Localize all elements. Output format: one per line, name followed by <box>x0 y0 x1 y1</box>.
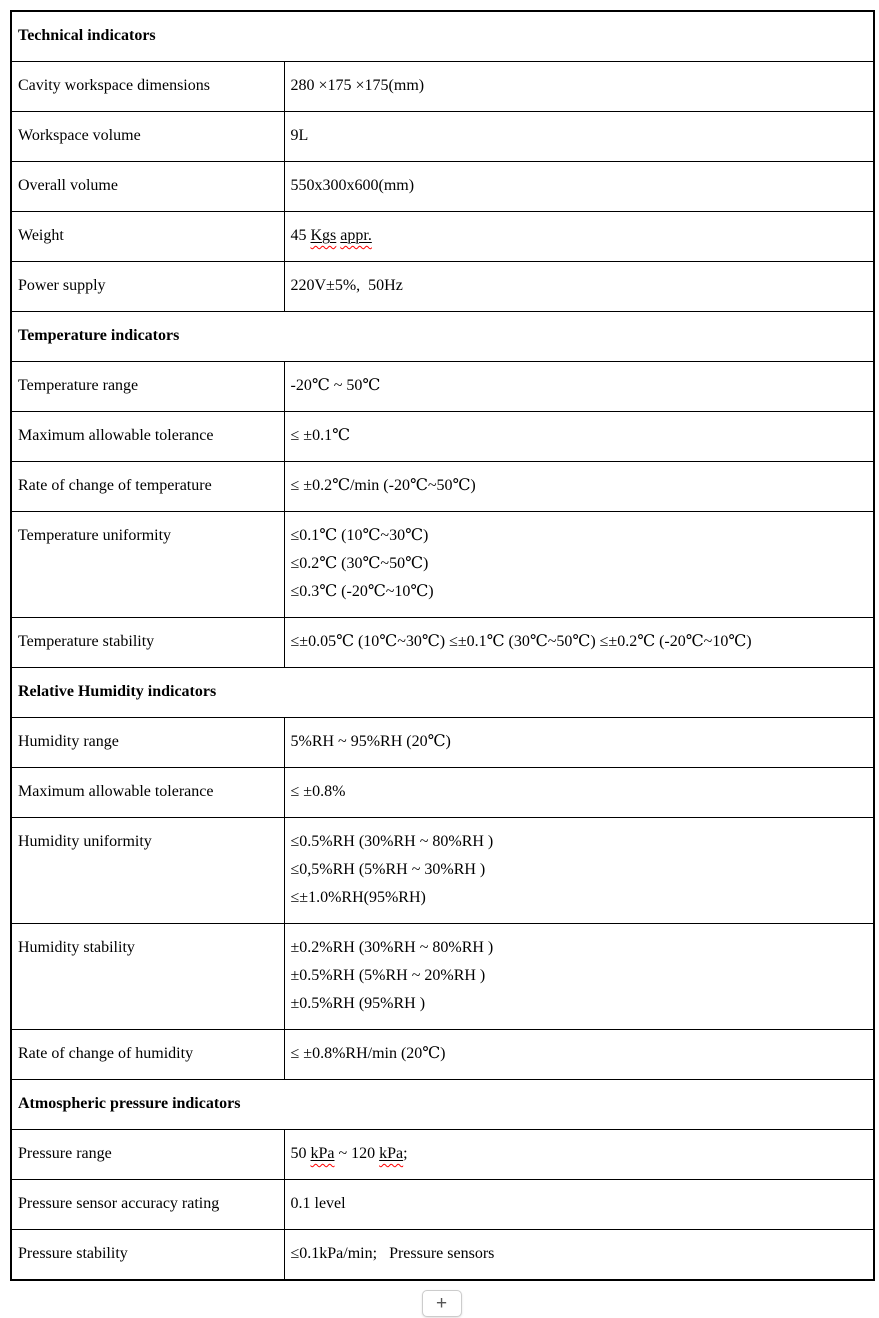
section-header: Atmospheric pressure indicators <box>11 1080 874 1130</box>
spellcheck-underline: Kgs <box>310 227 337 244</box>
misspelled-word <box>311 1145 335 1162</box>
table-row <box>11 362 874 412</box>
table-row <box>11 818 874 924</box>
value-line <box>291 856 865 884</box>
value-line <box>291 1240 865 1268</box>
row-value <box>284 462 874 512</box>
section-row <box>11 312 874 362</box>
value-text: 9L <box>290 127 309 144</box>
technical-indicators-table <box>10 10 875 1281</box>
row-label: Rate of change of temperature <box>11 462 284 512</box>
table-row <box>11 112 874 162</box>
table-row <box>11 1180 874 1230</box>
value-line <box>291 1140 865 1168</box>
value-text: 280 ×175 ×175(mm) <box>290 77 425 94</box>
value-line <box>291 372 865 400</box>
value-text: 0.1 level <box>290 1195 346 1212</box>
row-value <box>284 362 874 412</box>
spellcheck-underline: appr. <box>340 227 372 244</box>
row-label: Rate of change of humidity <box>11 1030 284 1080</box>
row-value <box>284 924 874 1030</box>
row-value <box>284 1130 874 1180</box>
row-value <box>284 512 874 618</box>
value-line <box>291 222 865 250</box>
table-row <box>11 262 874 312</box>
section-row <box>11 668 874 718</box>
row-value <box>284 818 874 924</box>
value-line <box>291 628 865 656</box>
section-header: Temperature indicators <box>11 312 874 362</box>
plus-icon: + <box>435 1292 448 1314</box>
spellcheck-underline: kPa <box>310 1145 335 1162</box>
table-row <box>11 1030 874 1080</box>
table-row <box>11 212 874 262</box>
value-line <box>291 578 865 606</box>
value-text: ≤ ±0.1℃ <box>290 427 350 444</box>
value-text: 220V±5%, 50Hz <box>290 277 403 294</box>
row-label: Pressure sensor accuracy rating <box>11 1180 284 1230</box>
table-row <box>11 924 874 1030</box>
section-header: Relative Humidity indicators <box>11 668 874 718</box>
value-line <box>291 884 865 912</box>
value-line <box>291 778 865 806</box>
value-line <box>291 934 865 962</box>
row-value <box>284 768 874 818</box>
row-value <box>284 162 874 212</box>
value-text: 5%RH ~ 95%RH (20℃) <box>290 733 451 750</box>
value-text: ≤±1.0%RH(95%RH) <box>290 889 426 906</box>
value-text: ≤0.1℃ (10℃~30℃) <box>290 527 429 544</box>
value-line <box>291 828 865 856</box>
row-value <box>284 718 874 768</box>
row-label: Pressure stability <box>11 1230 284 1281</box>
value-text: 45 <box>290 227 311 244</box>
value-line <box>291 728 865 756</box>
row-label: Humidity uniformity <box>11 818 284 924</box>
row-label: Temperature stability <box>11 618 284 668</box>
row-label: Maximum allowable tolerance <box>11 768 284 818</box>
value-text: ~ 120 <box>334 1145 380 1162</box>
misspelled-word <box>340 227 372 244</box>
value-text: 550x300x600(mm) <box>290 177 415 194</box>
row-label: Cavity workspace dimensions <box>11 62 284 112</box>
value-text: ±0.2%RH (30%RH ~ 80%RH ) <box>290 939 494 956</box>
row-value <box>284 1230 874 1281</box>
table-row <box>11 412 874 462</box>
value-line <box>291 962 865 990</box>
value-text: ≤0,5%RH (5%RH ~ 30%RH ) <box>290 861 486 878</box>
value-line <box>291 72 865 100</box>
value-text: ±0.5%RH (5%RH ~ 20%RH ) <box>290 967 486 984</box>
row-value <box>284 62 874 112</box>
row-label: Humidity stability <box>11 924 284 1030</box>
row-label: Humidity range <box>11 718 284 768</box>
value-text: -20℃ ~ 50℃ <box>290 377 381 394</box>
value-line <box>291 472 865 500</box>
row-value <box>284 618 874 668</box>
value-text: ≤ ±0.8%RH/min (20℃) <box>290 1045 446 1062</box>
value-line <box>291 1040 865 1068</box>
add-block-button[interactable] <box>422 1290 462 1317</box>
table-title: Technical indicators <box>11 11 874 62</box>
table-row <box>11 1130 874 1180</box>
section-row <box>11 11 874 62</box>
table-row <box>11 718 874 768</box>
table-row <box>11 512 874 618</box>
spellcheck-underline: kPa <box>379 1145 404 1162</box>
value-line <box>291 522 865 550</box>
table-row <box>11 462 874 512</box>
row-value <box>284 1180 874 1230</box>
value-text: ; <box>403 1145 408 1162</box>
value-line <box>291 1190 865 1218</box>
add-row-container <box>10 1290 873 1317</box>
row-value <box>284 262 874 312</box>
row-value <box>284 1030 874 1080</box>
row-label: Pressure range <box>11 1130 284 1180</box>
table-row <box>11 1230 874 1281</box>
row-label: Weight <box>11 212 284 262</box>
row-label: Power supply <box>11 262 284 312</box>
value-text: 50 <box>290 1145 311 1162</box>
row-value <box>284 412 874 462</box>
value-text: ≤±0.05℃ (10℃~30℃) ≤±0.1℃ (30℃~50℃) ≤±0.2℃ (-20℃~10℃) <box>290 633 752 650</box>
value-line <box>291 272 865 300</box>
value-line <box>291 122 865 150</box>
table-row <box>11 162 874 212</box>
value-line <box>291 990 865 1018</box>
value-text: ≤ ±0.2℃/min (-20℃~50℃) <box>290 477 476 494</box>
value-text: ≤0.1kPa/min; Pressure sensors <box>290 1245 495 1262</box>
row-label: Overall volume <box>11 162 284 212</box>
value-text: ≤0.5%RH (30%RH ~ 80%RH ) <box>290 833 494 850</box>
value-line <box>291 172 865 200</box>
table-row <box>11 768 874 818</box>
value-line <box>291 422 865 450</box>
value-text: ±0.5%RH (95%RH ) <box>290 995 426 1012</box>
row-label: Temperature uniformity <box>11 512 284 618</box>
row-value <box>284 112 874 162</box>
section-row <box>11 1080 874 1130</box>
row-value <box>284 212 874 262</box>
table-row <box>11 62 874 112</box>
value-text: ≤ ±0.8% <box>290 783 346 800</box>
misspelled-word <box>379 1145 403 1162</box>
misspelled-word <box>311 227 337 244</box>
value-text: ≤0.3℃ (-20℃~10℃) <box>290 583 434 600</box>
row-label: Maximum allowable tolerance <box>11 412 284 462</box>
table-body <box>11 11 874 1280</box>
value-line <box>291 550 865 578</box>
row-label: Temperature range <box>11 362 284 412</box>
value-text: ≤0.2℃ (30℃~50℃) <box>290 555 429 572</box>
table-row <box>11 618 874 668</box>
row-label: Workspace volume <box>11 112 284 162</box>
